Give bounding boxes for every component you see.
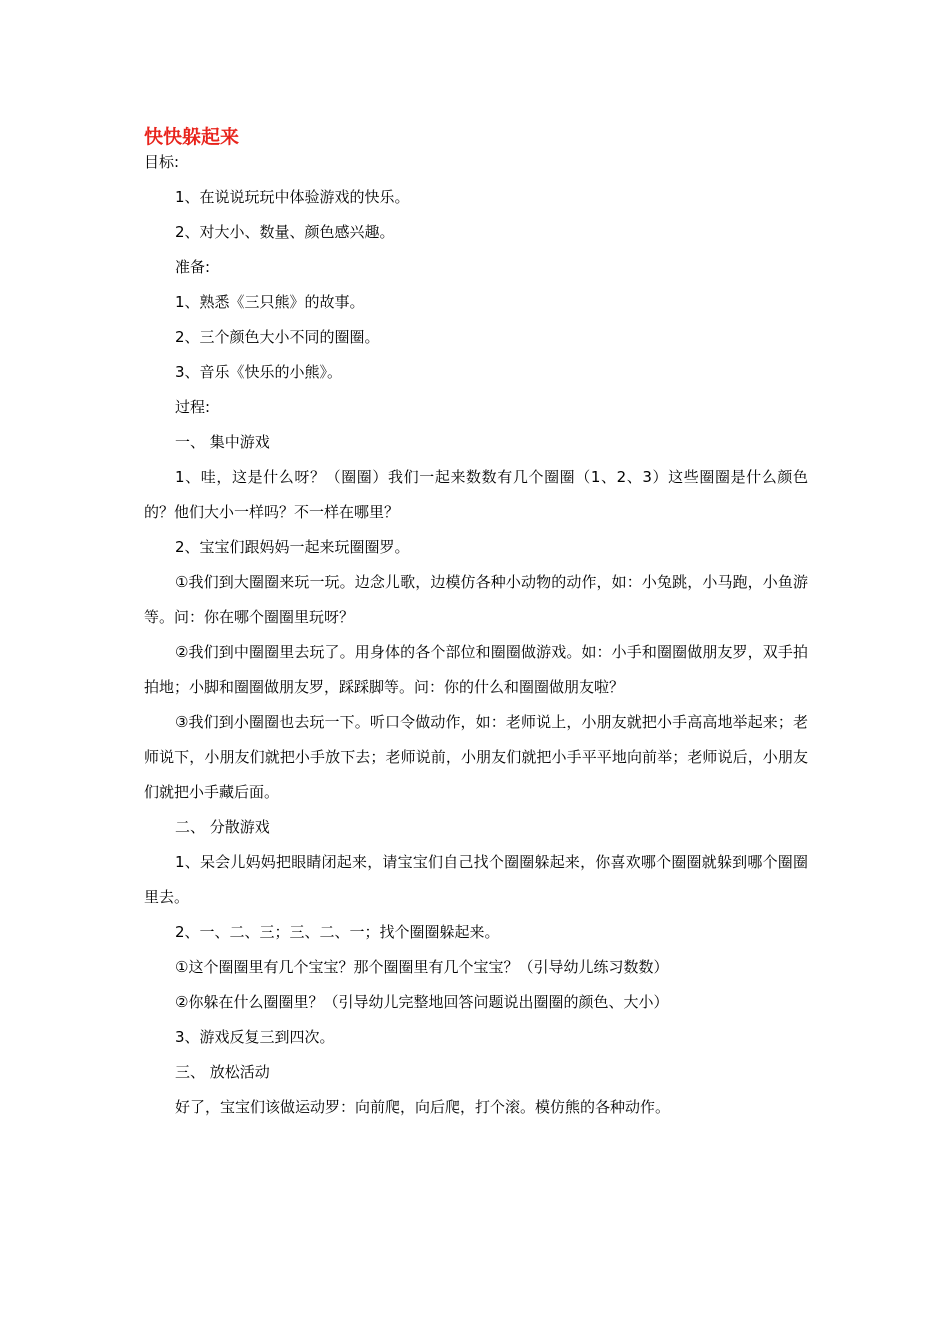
paragraph: 2、对大小、数量、颜色感兴趣。 bbox=[175, 223, 395, 241]
section-heading-part-two: 二、 分散游戏 bbox=[175, 818, 270, 836]
section-heading-goals: 目标: bbox=[144, 153, 180, 171]
paragraph: ②你躲在什么圈圈里？（引导幼儿完整地回答问题说出圈圈的颜色、大小） bbox=[175, 993, 669, 1011]
paragraph: ①我们到大圈圈来玩一玩。边念儿歌，边模仿各种小动物的动作，如：小兔跳，小马跑，小鱼游等。问：你在哪个圈圈里玩呀？ bbox=[144, 573, 808, 626]
section-heading-part-one: 一、 集中游戏 bbox=[175, 433, 270, 451]
paragraph: 3、音乐《快乐的小熊》。 bbox=[175, 363, 343, 381]
document-title: 快快躲起来 bbox=[144, 126, 240, 148]
document-body bbox=[144, 124, 808, 1125]
paragraph: ②我们到中圈圈里去玩了。用身体的各个部位和圈圈做游戏。如：小手和圈圈做朋友罗，双手拍拍地；小脚和圈圈做朋友罗，踩踩脚等。问：你的什么和圈圈做朋友啦？ bbox=[144, 643, 808, 696]
paragraph: 1、在说说玩玩中体验游戏的快乐。 bbox=[175, 188, 410, 206]
paragraph: ①这个圈圈里有几个宝宝？那个圈圈里有几个宝宝？（引导幼儿练习数数） bbox=[175, 958, 669, 976]
paragraph: 2、一、二、三；三、二、一；找个圈圈躲起来。 bbox=[175, 923, 500, 941]
paragraph: 1、呆会儿妈妈把眼睛闭起来，请宝宝们自己找个圈圈躲起来，你喜欢哪个圈圈就躲到哪个圈圈里去。 bbox=[144, 853, 808, 906]
paragraph: 3、游戏反复三到四次。 bbox=[175, 1028, 335, 1046]
paragraph: 1、哇，这是什么呀？（圈圈）我们一起来数数有几个圈圈（1、2、3）这些圈圈是什么颜色的？他们大小一样吗？不一样在哪里？ bbox=[144, 468, 808, 521]
section-heading-part-three: 三、 放松活动 bbox=[175, 1063, 270, 1081]
paragraph: ③我们到小圈圈也去玩一下。听口令做动作，如：老师说上，小朋友就把小手高高地举起来；老师说下，小朋友们就把小手放下去；老师说前，小朋友们就把小手平平地向前举；老师说后，小朋友们就把小手藏后面。 bbox=[144, 713, 808, 801]
section-heading-process: 过程: bbox=[175, 398, 211, 416]
paragraph: 2、三个颜色大小不同的圈圈。 bbox=[175, 328, 380, 346]
paragraph: 好了，宝宝们该做运动罗：向前爬，向后爬，打个滚。模仿熊的各种动作。 bbox=[175, 1098, 671, 1116]
paragraph: 1、熟悉《三只熊》的故事。 bbox=[175, 293, 365, 311]
section-heading-preparation: 准备: bbox=[175, 258, 211, 276]
paragraph: 2、宝宝们跟妈妈一起来玩圈圈罗。 bbox=[175, 538, 410, 556]
